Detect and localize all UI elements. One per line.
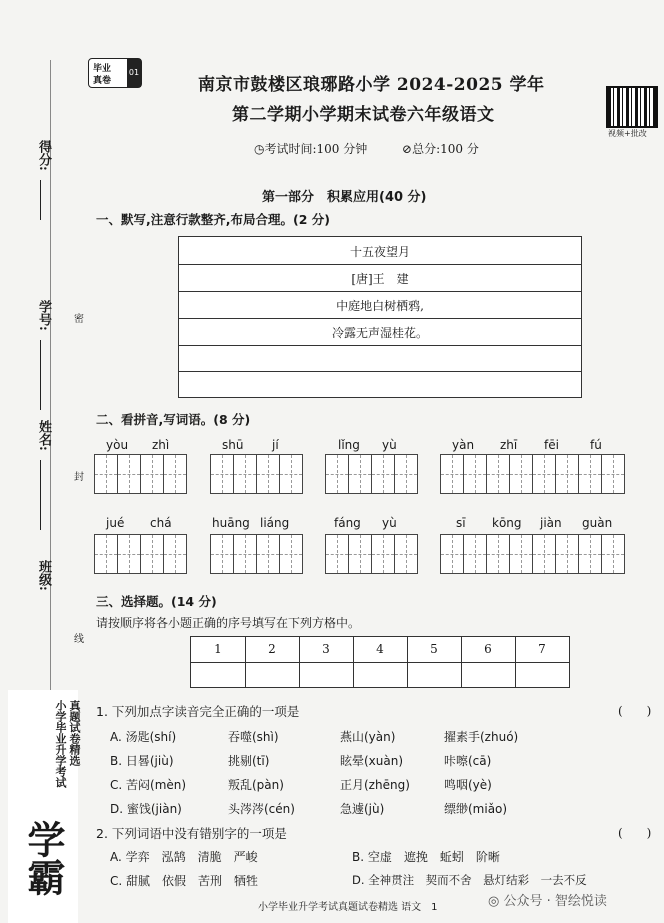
answer-grid[interactable] <box>94 534 187 574</box>
poem-box <box>178 236 582 398</box>
option-c4: 鸣咽(yè) <box>444 778 492 792</box>
clock-icon: ◷ <box>254 142 265 156</box>
title-line2: 第二学期小学期末试卷六年级语文 <box>232 105 495 125</box>
answer-grid[interactable] <box>440 534 625 574</box>
watermark-text: 公众号 · 智绘悦读 <box>503 894 607 909</box>
q3-1-stem: 1. 下列加点字读音完全正确的一项是 <box>96 704 300 719</box>
answer-grid[interactable] <box>210 534 303 574</box>
option-d3: 急遽(jù) <box>340 802 385 816</box>
pinyin: jué <box>106 516 125 530</box>
q1-heading: 一、默写,注意行款整齐,布局合理。(2 分) <box>96 212 330 227</box>
pinyin: liáng <box>260 516 290 530</box>
pinyin: yòu <box>106 438 129 452</box>
exam-badge <box>88 58 142 88</box>
option-c3: 正月(zhēng) <box>340 778 410 792</box>
q3-heading: 三、选择题。(14 分) <box>96 594 217 609</box>
pinyin: yù <box>382 516 397 530</box>
exam-time-text: 考试时间:100 分钟 <box>264 142 368 156</box>
option-d4: 缥缈(miǎo) <box>444 802 508 816</box>
part1-heading: 第一部分 积累应用(40 分) <box>262 190 427 205</box>
answer-grid[interactable] <box>94 454 187 494</box>
answer-col-number: 2 <box>245 637 300 662</box>
q3-instruction: 请按顺序将各小题正确的序号填写在下列方格中。 <box>96 616 361 630</box>
brand-logo: 学霸 <box>21 820 66 896</box>
brand-sub1: 小学毕业升学考试 <box>54 700 67 788</box>
q3-2-paren[interactable]: ( ) <box>618 826 652 840</box>
option-a4: 擢素手(zhuó) <box>444 730 519 744</box>
score-label: 得分: <box>36 140 51 171</box>
answer-grid[interactable] <box>210 454 303 494</box>
pinyin: kōng <box>492 516 522 530</box>
option-b4: 咔嚓(cā) <box>444 754 492 768</box>
brand-sub2: 真题试卷精选 <box>68 700 81 766</box>
poem-line1: 中庭地白树栖鸦, <box>336 299 424 313</box>
option-b: B. 空虚 遮挽 蚯蚓 阶晰 <box>352 850 500 864</box>
answer-table[interactable] <box>190 636 570 688</box>
badge-line1: 毕业 <box>93 64 112 74</box>
total-score-text: 总分:100 分 <box>412 142 479 156</box>
name-label: 姓名: <box>36 420 51 451</box>
pinyin: chá <box>150 516 172 530</box>
answer-col-number: 1 <box>191 637 246 662</box>
poem-author: [唐]王 建 <box>351 272 409 286</box>
poem-answer-row[interactable] <box>179 371 581 397</box>
wechat-icon: ◎ <box>488 894 504 909</box>
option-c2: 叛乱(pàn) <box>228 778 284 792</box>
qr-caption: 视频+批改 <box>608 129 647 138</box>
q3-2-stem: 2. 下列词语中没有错别字的一项是 <box>96 826 287 841</box>
option-a1: A. 汤匙(shí) <box>110 730 177 744</box>
seal-mark-mi: 密 <box>74 314 84 325</box>
poem-line2: 冷露无声湿桂花。 <box>331 326 428 340</box>
class-label: 班级: <box>36 560 51 591</box>
student-id-label: 学号: <box>36 300 51 331</box>
total-score <box>402 140 479 157</box>
qr-code[interactable] <box>606 86 658 128</box>
pinyin: fēi <box>544 438 559 452</box>
option-c1: C. 苦闷(mèn) <box>110 778 187 792</box>
pinyin: yù <box>382 438 397 452</box>
check-circle-icon: ⊘ <box>402 142 413 156</box>
pinyin: jiàn <box>540 516 562 530</box>
pinyin: lǐng <box>338 438 360 452</box>
option-c: C. 甜腻 依假 苦刑 牺牲 <box>110 874 259 888</box>
pinyin: guàn <box>582 516 613 530</box>
poem-title: 十五夜望月 <box>349 245 410 259</box>
answer-col-number: 3 <box>299 637 354 662</box>
q2-heading: 二、看拼音,写词语。(8 分) <box>96 412 251 427</box>
brand-strip <box>8 690 81 923</box>
page-footer: 小学毕业升学考试真题试卷精选 语文 1 <box>258 902 438 913</box>
answer-grid[interactable] <box>325 454 418 494</box>
option-b1: B. 日晷(jiù) <box>110 754 174 768</box>
option-b3: 眩晕(xuàn) <box>340 754 404 768</box>
badge-line2: 真卷 <box>93 76 112 86</box>
option-d2: 头涔涔(cén) <box>228 802 295 816</box>
badge-number: 01 <box>127 59 141 87</box>
answer-grid[interactable] <box>325 534 418 574</box>
answer-col-number: 5 <box>407 637 462 662</box>
option-a: A. 学弈 泓鹄 清脆 严峻 <box>110 850 258 864</box>
option-d: D. 全神贯注 契而不舍 悬灯结彩 一去不反 <box>352 873 587 887</box>
q3-1-paren[interactable]: ( ) <box>618 704 652 718</box>
pinyin: yàn <box>452 438 475 452</box>
pinyin: fú <box>590 438 602 452</box>
pinyin: zhì <box>152 438 170 452</box>
option-a3: 燕山(yàn) <box>340 730 396 744</box>
pinyin: zhī <box>500 438 518 452</box>
pinyin: sī <box>456 516 466 530</box>
watermark <box>488 890 607 909</box>
seal-mark-feng: 封 <box>74 472 84 483</box>
pinyin: huāng <box>212 516 250 530</box>
answer-col-number: 6 <box>461 637 516 662</box>
option-b2: 挑剔(tī) <box>228 754 270 768</box>
pinyin: shū <box>222 438 244 452</box>
option-a2: 吞噬(shì) <box>228 730 279 744</box>
option-d1: D. 蜜饯(jiàn) <box>110 802 182 816</box>
answer-col-number: 7 <box>538 642 546 656</box>
answer-col-number: 4 <box>353 637 408 662</box>
seal-mark-xian: 线 <box>74 634 84 645</box>
pinyin: jí <box>272 438 279 452</box>
pinyin: fáng <box>334 516 361 530</box>
title-line1: 南京市鼓楼区琅琊路小学 2024-2025 学年 <box>198 75 545 95</box>
answer-grid[interactable] <box>440 454 625 494</box>
exam-time <box>254 140 367 157</box>
